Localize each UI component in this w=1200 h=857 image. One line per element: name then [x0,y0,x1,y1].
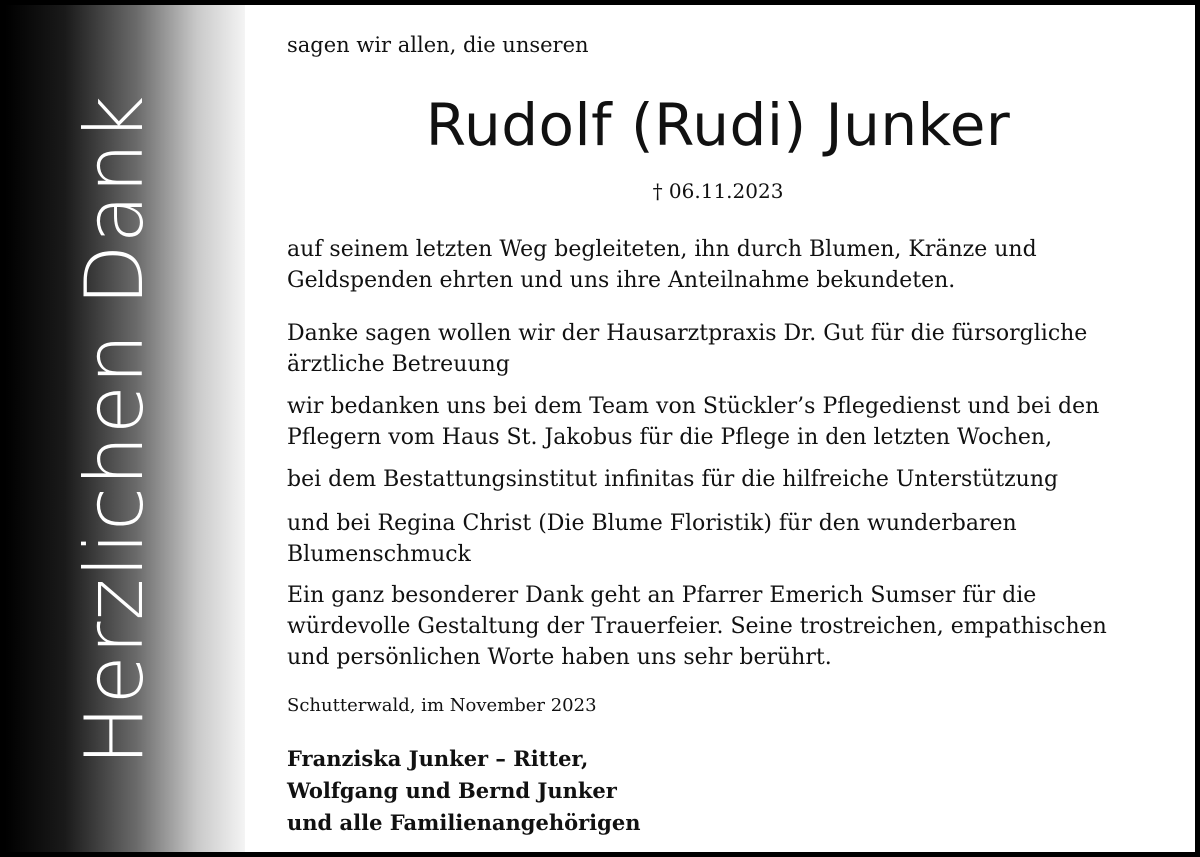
paragraph [287,391,1099,453]
paragraph-line: Geldspenden ehrten und uns ihre Anteilnahme bekundeten. [287,268,956,293]
paragraph-line: Pflegern vom Haus St. Jakobus für die Pflege in den letzten Wochen, [287,425,1053,450]
deceased-name: Rudolf (Rudi) Junker [425,91,1011,159]
paragraph [287,318,1087,380]
paragraph [287,464,1058,495]
paragraph-line: würdevolle Gestaltung der Trauerfeier. Seine trostreichen, empathischen [287,614,1107,639]
paragraph-line: und persönlichen Worte haben uns sehr berührt. [287,645,832,670]
paragraph-line: und bei Regina Christ (Die Blume Floristik) für den wunderbaren [287,511,1017,536]
sidebar-gradient [5,5,245,852]
paragraph-line: wir bedanken uns bei dem Team von Stückler’s Pflegedienst und bei den [287,394,1100,419]
paragraph-line: ärztliche Betreuung [287,352,510,377]
paragraph-line: auf seinem letzten Weg begleiteten, ihn durch Blumen, Kränze und [287,237,1037,262]
paragraph [287,508,1017,570]
paragraph [287,234,1037,296]
signatory-line: Wolfgang und Bernd Junker [287,778,617,803]
paragraph-line: Danke sagen wollen wir der Hausarztpraxis Dr. Gut für die fürsorgliche [287,321,1088,346]
sidebar-title: Herzlichen Dank [68,94,161,766]
signatory-line: und alle Familienangehörigen [287,810,641,835]
signatory-line: Franziska Junker – Ritter, [287,746,589,771]
paragraph-line: Blumenschmuck [287,542,471,567]
intro-text: sagen wir allen, die unseren [287,33,589,57]
paragraph-line: bei dem Bestattungsinstitut infinitas für die hilfreiche Unterstützung [287,467,1059,492]
place-date: Schutterwald, im November 2023 [287,695,597,716]
paragraph [287,580,1107,673]
signatories [287,743,640,839]
paragraph-line: Ein ganz besonderer Dank geht an Pfarrer Emerich Sumser für die [287,583,1037,608]
death-date: † 06.11.2023 [652,179,784,203]
